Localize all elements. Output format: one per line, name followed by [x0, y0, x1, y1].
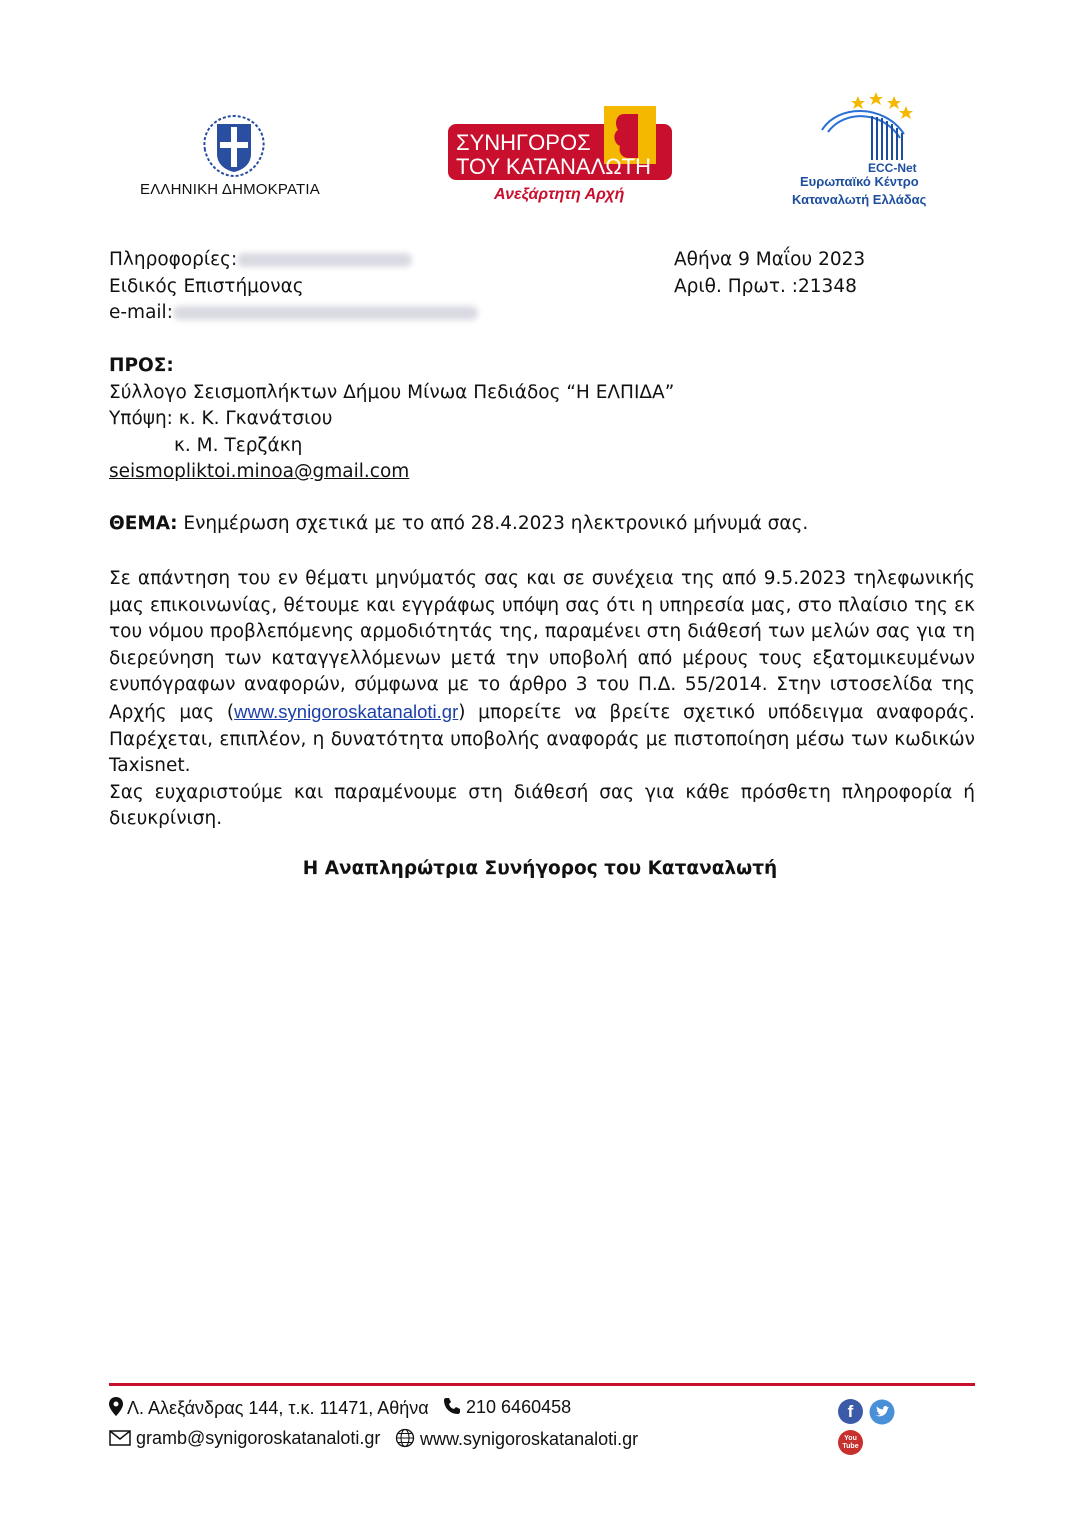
info-label: Πληροφορίες: — [109, 249, 238, 270]
subject-label: ΘΕΜΑ: — [109, 513, 178, 534]
sender-role: Ειδικός Επιστήμονας — [109, 275, 304, 297]
sender-info — [109, 247, 478, 327]
recipient-heading: ΠΡΟΣ: — [109, 355, 174, 376]
letter-date: Αθήνα 9 Μαΐου 2023 — [674, 249, 866, 270]
protocol-number: Αριθ. Πρωτ. :21348 — [674, 275, 857, 297]
body-paragraph-1: Σε απάντηση του εν θέματι μηνύματός σας και σε συνέχεια της από 9.5.2023 τηλεφωνικής μας επικοινωνίας, θέτουμε και εγγράφως υπόψη σας ότι η υπηρεσία μας, στο πλαίσιο της εκ του νόμου προβλεπόμενης αρμοδιότητάς της, παραμένει στη διάθεσή των μελών σας για τη διερεύνηση των καταγγελλόμενων μετά την υποβολή από μέρους τους εξατομικευμένων ενυπόγραφων αναφορών, σύμφωνα με το άρθρο 3 του Π.Δ. 55/2014. Στην ιστοσελίδα της Αρχής μας (www.synigoroskatanaloti.gr) μπορείτε να βρείτε σχετικό υπόδειγμα αναφοράς. Παρέχεται, επιπλέον, η δυνατότητα υποβολής αναφοράς με πιστοποίηση μέσω των κωδικών Taxisnet. — [109, 568, 975, 777]
ecc-net-logo — [788, 90, 948, 210]
phone-icon — [443, 1397, 461, 1415]
recipient-email-link[interactable]: seismopliktoi.minoa@gmail.com — [109, 461, 410, 482]
recipient-attn2: κ. Μ. Τερζάκη — [174, 434, 303, 456]
footer-divider — [109, 1383, 975, 1386]
website-link[interactable]: www.synigoroskatanaloti.gr — [234, 700, 459, 722]
greek-coat-of-arms-icon — [195, 110, 273, 182]
ecc-line1: Ευρωπαϊκό Κέντρο — [800, 174, 919, 189]
recipient-block — [109, 353, 674, 486]
globe-icon — [395, 1428, 415, 1448]
consumer-ombudsman-logo — [448, 106, 674, 206]
footer-website: www.synigoroskatanaloti.gr — [395, 1428, 638, 1450]
logo-line2: ΤΟΥ ΚΑΤΑΝΑΛΩΤΗ — [456, 154, 652, 179]
ecc-badge: ECC-Net — [868, 161, 917, 175]
subject-line — [109, 513, 808, 534]
redacted-name — [237, 253, 412, 267]
envelope-icon — [109, 1430, 131, 1446]
subject-text: Ενημέρωση σχετικά με το από 28.4.2023 ηλεκτρονικό μήνυμά σας. — [177, 513, 809, 534]
body-paragraph-2: Σας ευχαριστούμε και παραμένουμε στη διάθεσή σας για κάθε πρόσθετη πληροφορία ή διευκρίνιση. — [109, 781, 975, 830]
youtube-icon[interactable]: You Tube — [838, 1430, 863, 1455]
recipient-org: Σύλλογο Σεισμοπλήκτων Δήμου Μίνωα Πεδιάδος “Η ΕΛΠΙΔΑ” — [109, 381, 675, 403]
ecc-line2: Καταναλωτή Ελλάδας — [792, 192, 927, 207]
redacted-email — [173, 306, 478, 320]
letter-body — [109, 566, 975, 833]
footer-email: gramb@synigoroskatanaloti.gr — [109, 1428, 380, 1449]
twitter-icon[interactable] — [869, 1399, 895, 1425]
greek-republic-label: ΕΛΛΗΝΙΚΗ ΔΗΜΟΚΡΑΤΙΑ — [140, 181, 320, 198]
letter-meta — [674, 247, 865, 300]
email-label: e-mail: — [109, 302, 173, 323]
location-pin-icon — [109, 1397, 123, 1416]
logo-tagline: Ανεξάρτητη Αρχή — [494, 186, 625, 203]
footer-address: Λ. Αλεξάνδρας 144, τ.κ. 11471, Αθήνα — [109, 1397, 429, 1419]
logo-line1: ΣΥΝΗΓΟΡΟΣ — [456, 130, 591, 155]
signature: Η Αναπληρώτρια Συνήγορος του Καταναλωτή — [302, 858, 778, 879]
footer-phone: 210 6460458 — [443, 1397, 571, 1418]
facebook-icon[interactable]: f — [838, 1399, 863, 1424]
recipient-attn1: Υπόψη: κ. Κ. Γκανάτσιου — [109, 408, 333, 429]
